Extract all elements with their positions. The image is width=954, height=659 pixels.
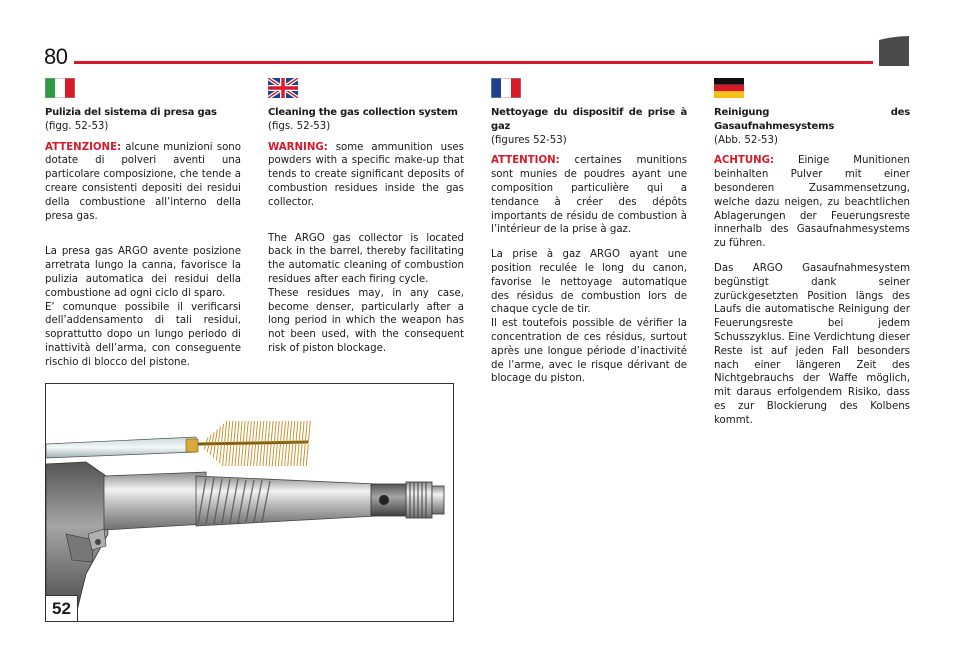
section-title: Cleaning the gas collection system xyxy=(268,107,458,118)
germany-flag-icon xyxy=(714,78,744,98)
warning-text: some ammunition uses powders with a specific make-up that tends to create significant deposits of combustion residues inside the gas collector. xyxy=(268,141,464,208)
warning-label: WARNING: xyxy=(268,141,328,153)
figure-reference: (Abb. 52-53) xyxy=(714,134,778,146)
column-german xyxy=(714,78,910,428)
gas-collector-brush-illustration xyxy=(46,384,454,622)
page-number: 80 xyxy=(44,44,68,69)
italy-flag-icon xyxy=(45,78,75,98)
warning-paragraph xyxy=(45,141,241,224)
warning-label: ACHTUNG: xyxy=(714,155,775,167)
france-flag-icon xyxy=(491,78,521,98)
header-rule xyxy=(74,61,873,64)
warning-paragraph xyxy=(714,154,910,251)
section-title: Reinigung des Gasaufnahmesystems xyxy=(714,107,910,132)
warning-paragraph xyxy=(491,154,687,237)
warning-paragraph xyxy=(268,141,464,210)
body-paragraph: These residues may, in any case, become denser, particularly after a long period in which the weapon has not been used, with the consequent risk of piston blockage. xyxy=(268,287,464,354)
page-corner-tab-icon xyxy=(879,36,909,66)
warning-text: certaines munitions sont munies de poudres ayant une composition particulière qui a tendance à créer des dépôts importants de résidu de combustion à l’intérieur de la prise à gaz. xyxy=(491,155,687,236)
body-paragraph: Il est toutefois possible de vérifier la concentration de ces résidus, surtout après une longue période d’inactivité de l’arme, avec le risque dérivant de blocage du piston. xyxy=(491,318,687,385)
warning-label: ATTENTION: xyxy=(491,155,560,167)
figure-label: 52 xyxy=(46,595,78,621)
figure-reference: (figures 52-53) xyxy=(491,134,567,146)
figure-52 xyxy=(45,383,454,622)
column-english xyxy=(268,78,464,356)
body-paragraph: La prise à gaz ARGO ayant une position reculée le long du canon, favorise le nettoyage automatique des résidus de combustion lors de chaque cycle de tir. xyxy=(491,249,687,316)
figure-reference: (figg. 52-53) xyxy=(45,120,109,132)
column-italian xyxy=(45,78,241,370)
body-paragraph: Das ARGO Gasaufnahmesystem begünstigt dank seiner zurückgesetzten Position längs des Laufs die automatische Reinigung der Feuerungsreste bei jedem Schusszyklus. Eine Verdichtung dieser Reste ist auf jeden Fall besonders nach einer längeren Zeit des Nichtgebrauchs der Waffe möglich, mit daraus erfolgendem Risiko, dass es zur Blockierung des Kolbens kommt. xyxy=(714,262,910,426)
body-paragraph: The ARGO gas collector is located back in the barrel, thereby facilitating the automatic cleaning of combustion residues after each firing cycle. xyxy=(268,232,464,285)
warning-text: alcune munizioni sono dotate di polveri aventi una particolare composizione, che tende a creare consistenti depositi dei residui della combustione all’interno della presa gas. xyxy=(45,141,241,222)
warning-label: ATTENZIONE: xyxy=(45,141,122,153)
body-paragraph: La presa gas ARGO avente posizione arretrata lungo la canna, favorisce la pulizia automatica dei residui della combustione ad ogni ciclo di sparo. xyxy=(45,246,241,299)
section-title: Pulizia del sistema di presa gas xyxy=(45,107,217,118)
column-french xyxy=(491,78,687,386)
body-paragraph: E’ comunque possibile il verificarsi dell’addensamento di tali residui, soprattutto dopo un lungo periodo di inattività dell’arma, con conseguente rischio di blocco del pistone. xyxy=(45,301,241,368)
warning-text: Einige Munitionen beinhalten Pulver mit einer besonderen Zusammensetzung, welche dazu neigen, zu beachtlichen Ablagerungen der Feuerungsreste innerhalb des Gasaufnahmesystems zu führen. xyxy=(714,155,910,250)
section-title: Nettoyage du dispositif de prise à gaz xyxy=(491,107,687,132)
uk-flag-icon xyxy=(268,78,298,98)
figure-reference: (figs. 52-53) xyxy=(268,120,331,132)
